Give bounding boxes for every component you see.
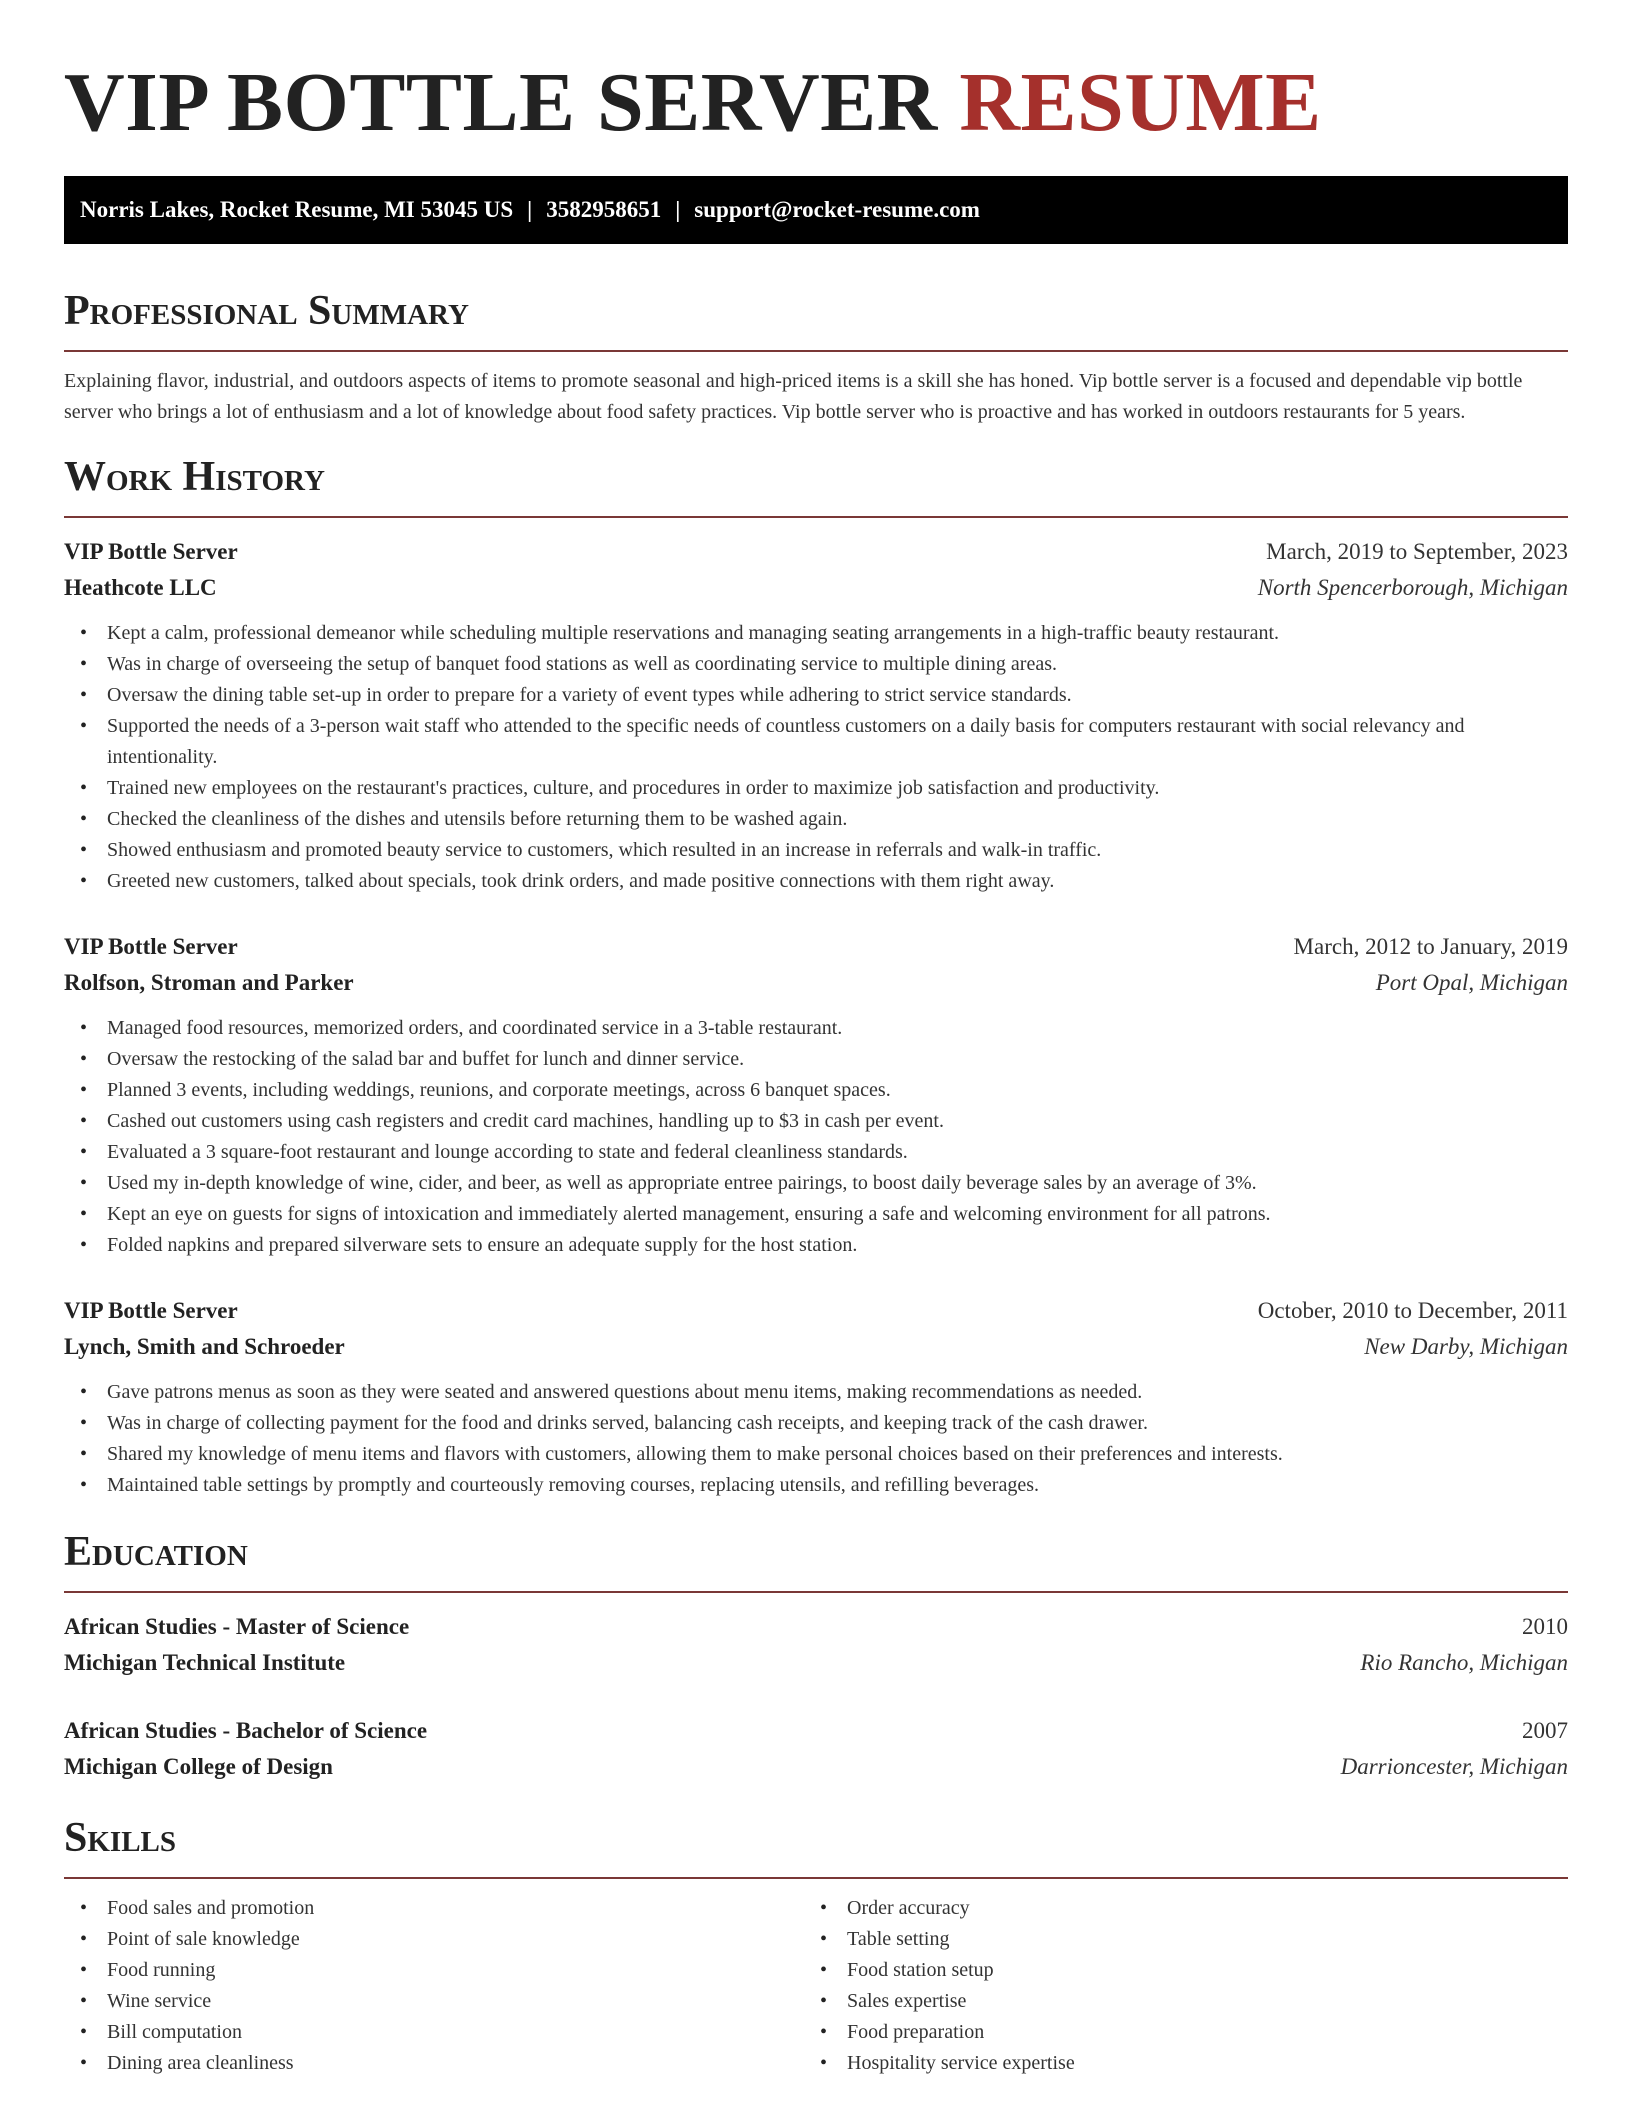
skill-item: • Food station setup <box>804 1955 1544 1986</box>
skills-columns <box>64 1893 1568 2079</box>
education-location: Rio Rancho, Michigan <box>1360 1650 1568 1675</box>
education-school: Michigan Technical Institute <box>64 1650 346 1675</box>
job-duty: • Checked the cleanliness of the dishes and utensils before returning them to be washed again. <box>64 804 1568 835</box>
skill-item: • Table setting <box>804 1924 1544 1955</box>
job-header-row <box>64 534 1568 570</box>
job-location: Port Opal, Michigan <box>1375 970 1568 995</box>
skill-item: • Sales expertise <box>804 1986 1544 2017</box>
job-duty: • Kept an eye on guests for signs of intoxication and immediately alerted management, ensuring a safe and welcoming environment for all patrons. <box>64 1199 1568 1230</box>
skill-item: • Hospitality service expertise <box>804 2048 1544 2079</box>
skills-heading: Skills <box>64 1813 1568 1879</box>
job-company: Heathcote LLC <box>64 575 217 600</box>
contact-phone: 3582958651 <box>546 197 662 222</box>
education-location: Darrioncester, Michigan <box>1340 1754 1568 1779</box>
job-duties-list <box>64 1013 1568 1261</box>
job-entry <box>64 534 1568 897</box>
job-duty: • Folded napkins and prepared silverware sets to ensure an adequate supply for the host station. <box>64 1230 1568 1261</box>
education-school: Michigan College of Design <box>64 1754 333 1779</box>
job-duty: • Used my in-depth knowledge of wine, cider, and beer, as well as appropriate entree pairings, to boost daily beverage sales by an average of 3%. <box>64 1168 1568 1199</box>
job-duty: • Oversaw the dining table set-up in order to prepare for a variety of event types while adhering to strict service standards. <box>64 680 1568 711</box>
job-header-row <box>64 1293 1568 1329</box>
job-duty: • Planned 3 events, including weddings, reunions, and corporate meetings, across 6 banquet spaces. <box>64 1075 1568 1106</box>
job-company: Lynch, Smith and Schroeder <box>64 1334 345 1359</box>
summary-heading: Professional Summary <box>64 286 1568 352</box>
summary-text: Explaining flavor, industrial, and outdoors aspects of items to promote seasonal and high-priced items is a skill she has honed. Vip bottle server is a focused and dependable vip bottle server who brings a lot of enthusiasm and a lot of knowledge about food safety practices. Vip bottle server who is proactive and has worked in outdoors restaurants for 5 years. <box>64 370 1523 423</box>
job-duty: • Maintained table settings by promptly and courteously removing courses, replacing utensils, and refilling beverages. <box>64 1470 1568 1501</box>
skill-item: • Food running <box>64 1955 804 1986</box>
job-duty: • Greeted new customers, talked about specials, took drink orders, and made positive connections with them right away. <box>64 866 1568 897</box>
job-duty: • Showed enthusiasm and promoted beauty service to customers, which resulted in an increase in referrals and walk-in traffic. <box>64 835 1568 866</box>
job-duty: • Was in charge of collecting payment for the food and drinks served, balancing cash receipts, and keeping track of the cash drawer. <box>64 1408 1568 1439</box>
job-location: North Spencerborough, Michigan <box>1257 575 1568 600</box>
title-main: VIP BOTTLE SERVER <box>64 56 938 149</box>
title-accent: RESUME <box>959 56 1322 149</box>
contact-address: Norris Lakes, Rocket Resume, MI 53045 US <box>80 197 514 222</box>
work-history-heading: Work History <box>64 452 1568 518</box>
contact-separator: | <box>675 197 681 222</box>
skill-item: • Order accuracy <box>804 1893 1544 1924</box>
job-duty: • Managed food resources, memorized orders, and coordinated service in a 3-table restaurant. <box>64 1013 1568 1044</box>
job-company-row <box>64 570 1568 606</box>
education-degree: African Studies - Bachelor of Science <box>64 1718 428 1743</box>
education-school-row <box>64 1645 1568 1681</box>
contact-bar <box>64 176 1568 244</box>
education-year: 2010 <box>1522 1614 1568 1639</box>
job-duties-list <box>64 618 1568 897</box>
job-header-row <box>64 929 1568 965</box>
job-duty: • Gave patrons menus as soon as they were seated and answered questions about menu items, making recommendations as needed. <box>64 1377 1568 1408</box>
job-duty: • Was in charge of overseeing the setup of banquet food stations as well as coordinating service to multiple dining areas. <box>64 649 1568 680</box>
job-duty: • Trained new employees on the restaurant's practices, culture, and procedures in order to maximize job satisfaction and productivity. <box>64 773 1568 804</box>
job-dates: March, 2012 to January, 2019 <box>1293 934 1568 959</box>
education-school-row <box>64 1749 1568 1785</box>
contact-email: support@rocket-resume.com <box>694 197 980 222</box>
job-title: VIP Bottle Server <box>64 934 238 959</box>
skill-item: • Point of sale knowledge <box>64 1924 804 1955</box>
job-company-row <box>64 1329 1568 1365</box>
education-entry <box>64 1609 1568 1681</box>
job-duty: • Cashed out customers using cash registers and credit card machines, handling up to $3 in cash per event. <box>64 1106 1568 1137</box>
skill-item: • Food preparation <box>804 2017 1544 2048</box>
resume-title <box>64 0 1568 150</box>
job-duties-list <box>64 1377 1568 1501</box>
skill-item: • Dining area cleanliness <box>64 2048 804 2079</box>
job-duty: • Evaluated a 3 square-foot restaurant and lounge according to state and federal cleanliness standards. <box>64 1137 1568 1168</box>
job-entry <box>64 929 1568 1261</box>
education-header-row <box>64 1609 1568 1645</box>
contact-separator: | <box>527 197 533 222</box>
job-dates: March, 2019 to September, 2023 <box>1266 539 1568 564</box>
job-title: VIP Bottle Server <box>64 1298 238 1323</box>
education-entry <box>64 1713 1568 1785</box>
skills-list-right <box>804 1893 1544 2079</box>
education-degree: African Studies - Master of Science <box>64 1614 410 1639</box>
job-company-row <box>64 965 1568 1001</box>
job-title: VIP Bottle Server <box>64 539 238 564</box>
skill-item: • Wine service <box>64 1986 804 2017</box>
job-duty: • Supported the needs of a 3-person wait staff who attended to the specific needs of countless customers on a daily basis for computers restaurant with social relevancy and intentionality. <box>64 711 1568 773</box>
job-entry <box>64 1293 1568 1501</box>
skills-list-left <box>64 1893 804 2079</box>
skill-item: • Bill computation <box>64 2017 804 2048</box>
job-company: Rolfson, Stroman and Parker <box>64 970 354 995</box>
education-header-row <box>64 1713 1568 1749</box>
job-dates: October, 2010 to December, 2011 <box>1257 1298 1568 1323</box>
job-duty: • Oversaw the restocking of the salad bar and buffet for lunch and dinner service. <box>64 1044 1568 1075</box>
education-year: 2007 <box>1522 1718 1568 1743</box>
education-heading: Education <box>64 1527 1568 1593</box>
job-duty: • Kept a calm, professional demeanor while scheduling multiple reservations and managing seating arrangements in a high-traffic beauty restaurant. <box>64 618 1568 649</box>
skill-item: • Food sales and promotion <box>64 1893 804 1924</box>
job-location: New Darby, Michigan <box>1364 1334 1568 1359</box>
job-duty: • Shared my knowledge of menu items and flavors with customers, allowing them to make personal choices based on their preferences and interests. <box>64 1439 1568 1470</box>
